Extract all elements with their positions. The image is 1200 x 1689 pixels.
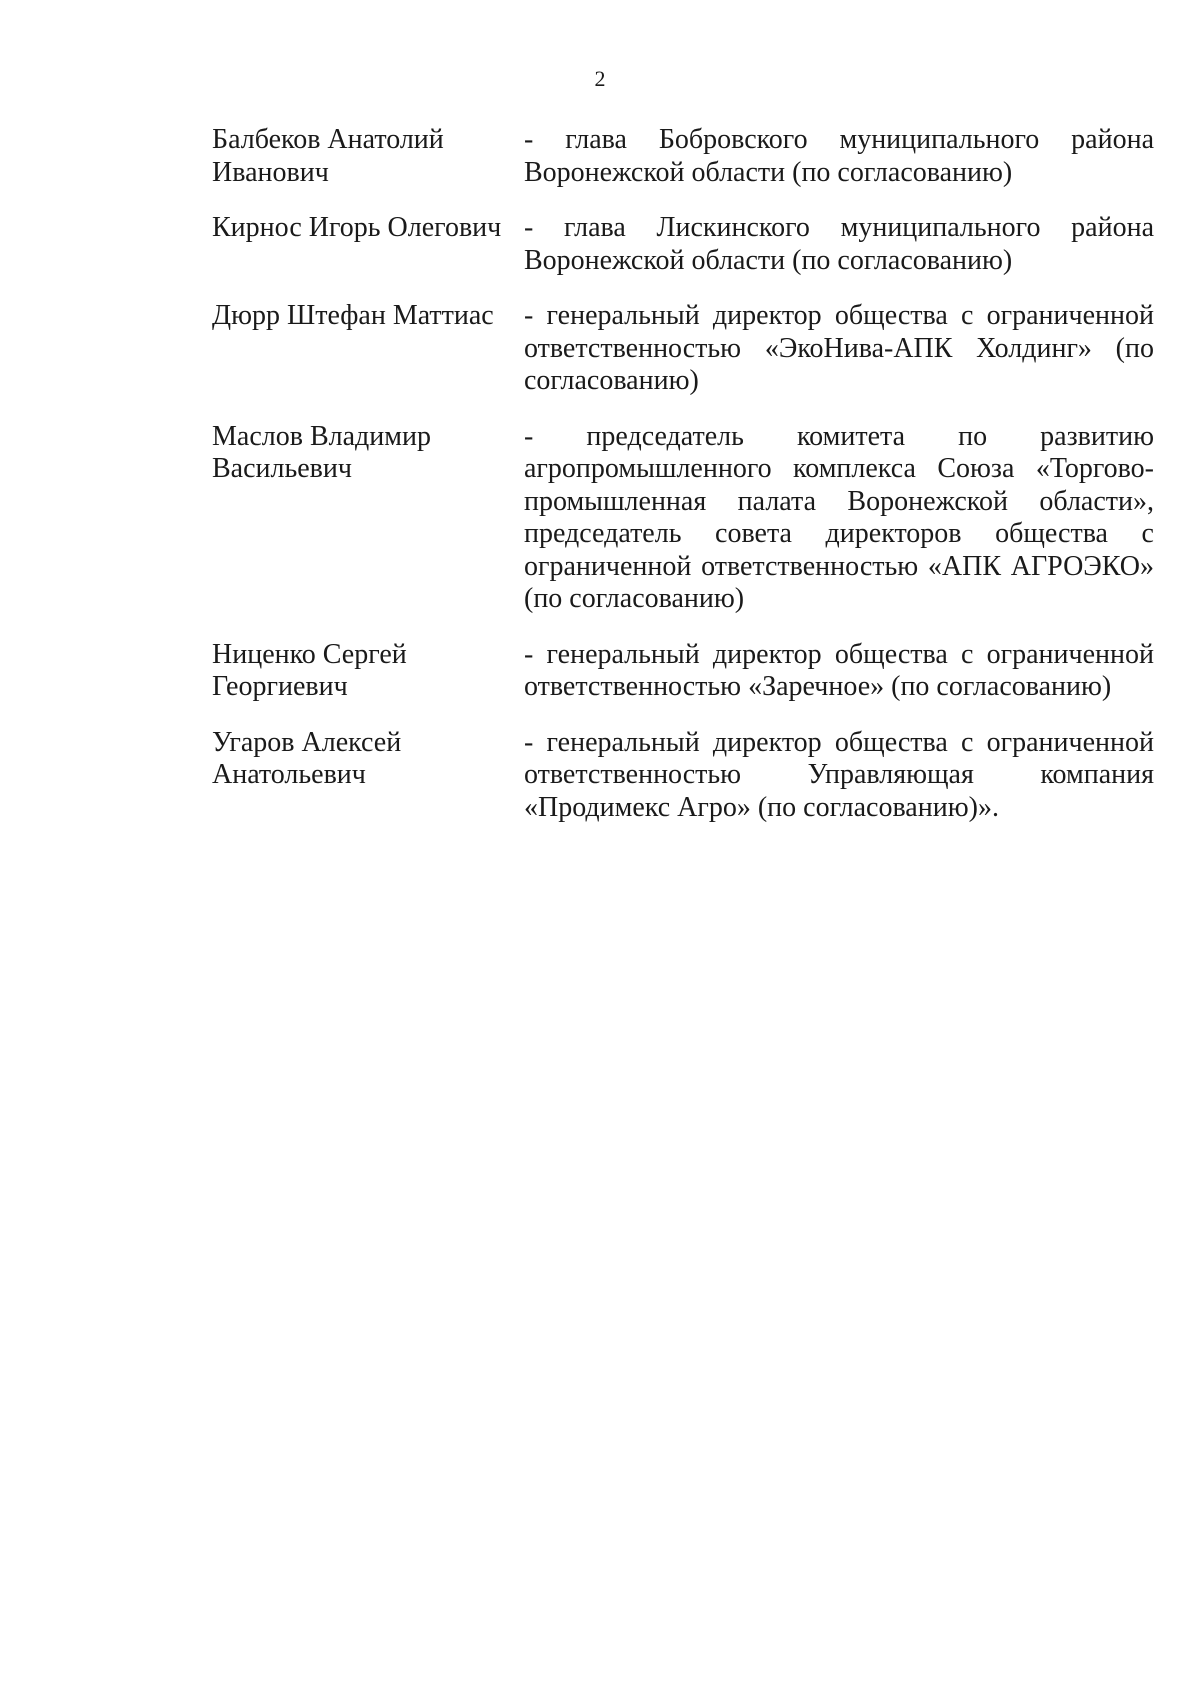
- member-role: [524, 212, 1154, 277]
- member-role-line: промышленная палата Воронежской области»,: [524, 485, 1154, 517]
- member-role-line: ответственностью Управляющая компания: [524, 759, 1154, 790]
- member-row: [212, 727, 1154, 825]
- member-role: [524, 124, 1154, 189]
- member-name: Кирнос Игорь Олегович: [212, 212, 502, 243]
- member-role-line: Воронежской области (по согласованию): [524, 244, 1013, 276]
- member-role-line: Воронежской области (по согласованию): [524, 156, 1013, 188]
- member-role-line: ответственностью «Заречное» (по согласованию): [524, 671, 1112, 702]
- page-number: 2: [594, 66, 606, 91]
- member-name: Маслов Владимир Васильевич: [212, 420, 431, 484]
- member-name: Ниценко Сергей Георгиевич: [212, 638, 407, 702]
- member-name: Угаров Алексей Анатольевич: [212, 726, 402, 790]
- member-role-line: ограниченной ответственностью «АПК АГРОЭКО»: [524, 550, 1154, 582]
- member-role-line: - председатель комитета по развитию: [524, 420, 1154, 452]
- member-role-line: согласованию): [524, 365, 699, 396]
- member-name: Дюрр Штефан Маттиас: [212, 300, 494, 331]
- member-list: [212, 124, 1154, 847]
- member-row: [212, 421, 1154, 616]
- member-role-line: «Продимекс Агро» (по согласованию)».: [524, 791, 999, 823]
- member-row: [212, 212, 1154, 277]
- member-role: [524, 727, 1154, 825]
- member-role-line: - глава Лискинского муниципального района: [524, 212, 1154, 243]
- member-role: [524, 639, 1154, 704]
- member-role-line: - глава Бобровского муниципального района: [524, 124, 1154, 155]
- member-row: [212, 300, 1154, 398]
- member-role-line: агропромышленного комплекса Союза «Торгово-: [524, 453, 1154, 484]
- member-role: [524, 421, 1154, 616]
- member-role: [524, 300, 1154, 398]
- member-role-line: ответственностью «ЭкоНива-АПК Холдинг» (по: [524, 332, 1154, 364]
- member-role-line: председатель совета директоров общества с: [524, 518, 1154, 549]
- member-role-line: - генеральный директор общества с ограниченной: [524, 726, 1154, 758]
- member-row: [212, 124, 1154, 189]
- member-role-line: - генеральный директор общества с ограниченной: [524, 300, 1154, 331]
- member-name: Балбеков Анатолий Иванович: [212, 124, 444, 188]
- member-role-line: (по согласованию): [524, 583, 745, 614]
- member-row: [212, 639, 1154, 704]
- member-role-line: - генеральный директор общества с ограниченной: [524, 638, 1154, 670]
